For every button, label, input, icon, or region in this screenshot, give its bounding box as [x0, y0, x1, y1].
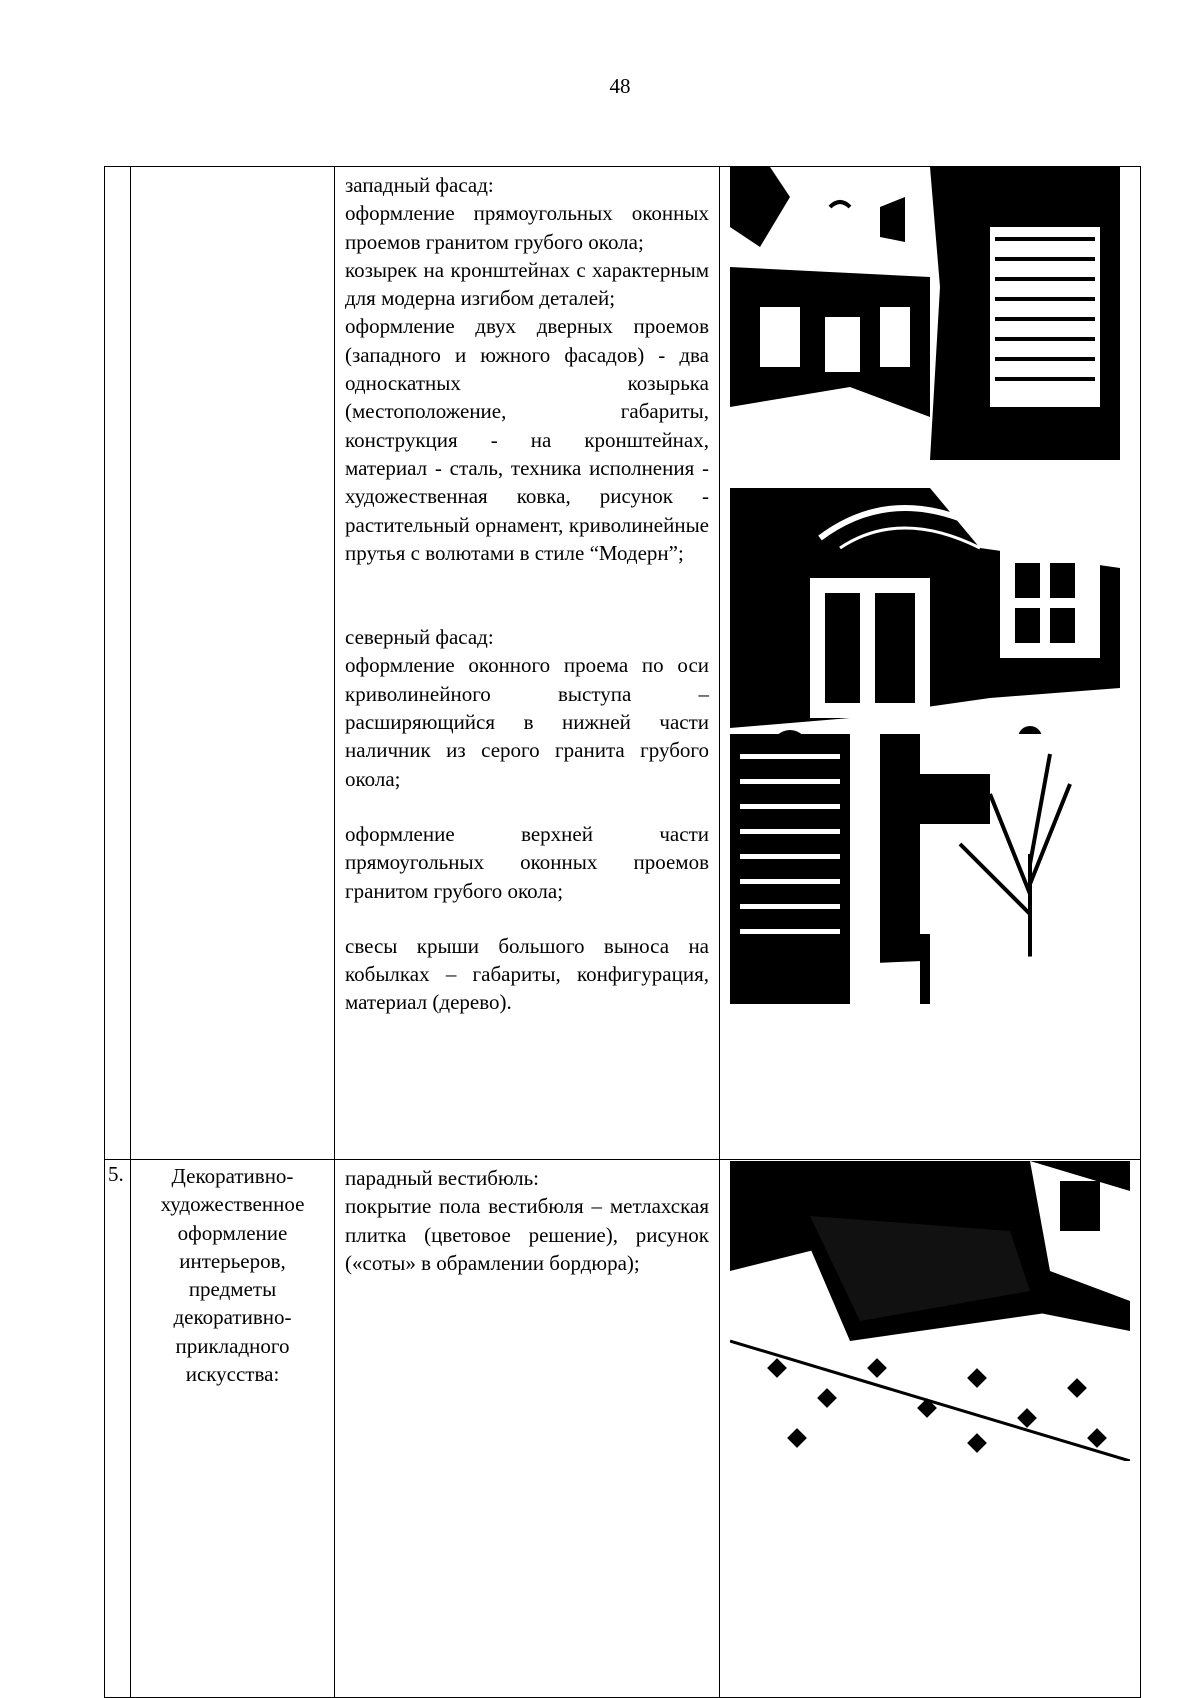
table-row [105, 1160, 1141, 1698]
vestibule-floor-photo [730, 1161, 1130, 1461]
northern-facade-item: оформление верхней части прямоугольных оконных проемов гранитом грубого окола; [345, 821, 709, 903]
category-line: оформление [177, 1220, 288, 1245]
category-line: искусства: [185, 1362, 280, 1387]
table-row [105, 167, 1141, 1160]
northern-facade-heading: северный фасад: [345, 625, 494, 650]
category-cell [131, 167, 335, 1160]
photos-cell [720, 1160, 1141, 1698]
description-cell [335, 167, 720, 1160]
category-line: предметы [188, 1277, 277, 1302]
description-cell [335, 1160, 720, 1698]
category-line: декоративно- [173, 1305, 292, 1330]
category-line: интерьеров, [179, 1248, 286, 1273]
photos-cell [720, 167, 1141, 1160]
northern-facade-item: свесы крыши большого выноса на кобылках – габариты, конфигурация, материал (дерево). [345, 933, 709, 1015]
heritage-features-table [104, 166, 1141, 1698]
vestibule-item: покрытие пола вестибюля – метлахская плитка (цветовое решение), рисунок («соты» в обрамлении бордюра); [345, 1194, 709, 1275]
category-line: Декоративно- [171, 1164, 294, 1188]
row-number-cell: 5. [105, 1160, 131, 1698]
western-facade-heading: западный фасад: [345, 173, 494, 197]
row-number-cell [105, 167, 131, 1160]
northern-facade-item: оформление оконного проема по оси криволинейного выступа – расширяющийся в нижней части наличник из серого гранита грубого окола; [345, 653, 709, 791]
category-line: художественное [160, 1192, 305, 1217]
page-number: 48 [609, 74, 631, 98]
western-facade-item: оформление прямоугольных оконных проемов гранитом грубого окола; [345, 201, 709, 254]
category-cell [131, 1160, 335, 1698]
western-facade-item: козырек на кронштейнах с характерным для модерна изгибом деталей; [345, 257, 709, 311]
vestibule-heading: парадный вестибюль: [345, 1166, 540, 1190]
facade-photo-west [730, 167, 1120, 460]
category-line: прикладного [175, 1333, 290, 1358]
facade-photo-north [730, 734, 1090, 1004]
western-facade-item: оформление двух дверных проемов (западного и южного фасадов) - два односкатных козырька (местоположение, габариты, конструкция - на кронштейнах, материал - сталь, техника исполнения - художественная ковка, рисунок - растительный орнамент, криволинейные прутья с волютами в стиле “Модерн”; [345, 314, 709, 565]
